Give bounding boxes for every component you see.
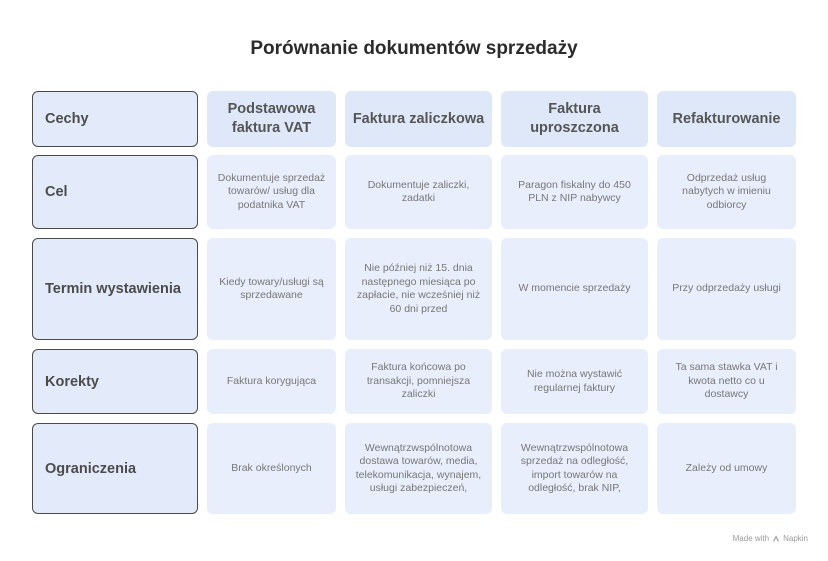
column-header: Podstawowa faktura VAT <box>207 91 336 147</box>
table-cell: Paragon fiskalny do 450 PLN z NIP nabywcy <box>501 155 648 229</box>
table-cell: W momencie sprzedaży <box>501 238 648 340</box>
row-header: Ograniczenia <box>32 423 198 514</box>
table-cell: Dokumentuje sprzedaż towarów/ usług dla podatnika VAT <box>207 155 336 229</box>
column-header: Faktura uproszczona <box>501 91 648 147</box>
row-header: Termin wystawienia <box>32 238 198 340</box>
table-cell: Ta sama stawka VAT i kwota netto co u dostawcy <box>657 349 796 414</box>
table-cell: Faktura końcowa po transakcji, pomniejsza zaliczki <box>345 349 492 414</box>
table-cell: Faktura korygująca <box>207 349 336 414</box>
column-header: Refakturowanie <box>657 91 796 147</box>
table-cell: Wewnątrzwspólnotowa dostawa towarów, media, telekomunikacja, wynajem, usługi zabezpieczeń, <box>345 423 492 514</box>
row-header: Cel <box>32 155 198 229</box>
table-cell: Odprzedaż usług nabytych w imieniu odbiorcy <box>657 155 796 229</box>
table-cell: Nie później niż 15. dnia następnego miesiąca po zapłacie, nie wcześniej niż 60 dni przed <box>345 238 492 340</box>
table-cell: Brak określonych <box>207 423 336 514</box>
napkin-logo-icon <box>772 535 780 543</box>
table-cell: Zależy od umowy <box>657 423 796 514</box>
table-cell: Dokumentuje zaliczki, zadatki <box>345 155 492 229</box>
table-cell: Przy odprzedaży usługi <box>657 238 796 340</box>
table-cell: Nie można wystawić regularnej faktury <box>501 349 648 414</box>
footer <box>733 534 808 543</box>
table-cell: Kiedy towary/usługi są sprzedawane <box>207 238 336 340</box>
footer-text: Made with <box>732 534 770 543</box>
column-header: Faktura zaliczkowa <box>345 91 492 147</box>
corner-header: Cechy <box>32 91 198 147</box>
table-cell: Wewnątrzwspólnotowa sprzedaż na odległość, import towarów na odległość, brak NIP, <box>501 423 648 514</box>
row-header: Korekty <box>32 349 198 414</box>
page-title: Porównanie dokumentów sprzedaży <box>250 38 578 59</box>
footer-brand: Napkin <box>783 534 808 543</box>
